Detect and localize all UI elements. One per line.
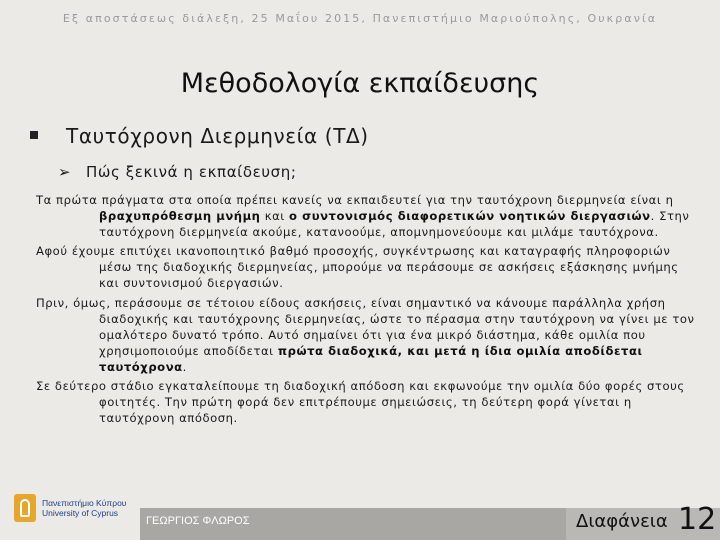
footer-author: ΓΕΩΡΓΙΟΣ ΦΛΩΡΟΣ bbox=[146, 515, 250, 527]
p3-bold: πρώτα διαδοχικά, και μετά η ίδια ομιλία αποδίδεται ταυτόχρονα bbox=[99, 343, 643, 374]
square-bullet-icon bbox=[30, 131, 38, 139]
level2-text: Πώς ξεκινά η εκπαίδευση; bbox=[86, 163, 297, 181]
university-name-english: University of Cyprus bbox=[42, 508, 119, 518]
paragraph-3 bbox=[36, 295, 696, 375]
paragraph-4: Σε δεύτερο στάδιο εγκαταλείπουμε τη διαδοχική απόδοση και εκφωνούμε την ομιλία δύο φορές στους φοιτητές. Την πρώτη φορά δεν επιτρέπουμε σημειώσεις, τη δεύτερη φορά γίνεται η ταυτόχρονη απόδοση. bbox=[36, 379, 685, 426]
p1-text-a: Τα πρώτα πράγματα στα οποία πρέπει κανείς να εκπαιδευτεί για την ταυτόχρονη διερμηνεία είναι η bbox=[36, 193, 674, 207]
university-emblem-icon bbox=[14, 494, 36, 522]
university-name bbox=[42, 498, 126, 518]
slide-title: Μεθοδολογία εκπαίδευσης bbox=[180, 68, 540, 99]
slide-number: 12 bbox=[678, 502, 717, 537]
university-name-greek: Πανεπιστήμιο Κύπρου bbox=[42, 498, 127, 508]
level1-bullet-item bbox=[30, 124, 369, 148]
p3-text-c: . bbox=[182, 359, 187, 374]
slide-label: Διαφάνεια bbox=[576, 511, 668, 532]
slide-body bbox=[36, 192, 696, 429]
level1-text: Ταυτόχρονη Διερμηνεία (ΤΔ) bbox=[66, 124, 369, 148]
arrow-bullet-icon: ➢ bbox=[58, 163, 72, 181]
p1-text-c: και bbox=[260, 209, 290, 224]
p3-text-a: Πριν, όμως, περάσουμε σε τέτοιου είδους ασκήσεις, είναι σημαντικό να κάνουμε παράλληλα χρήση διαδοχικής και ταυτόχρονης διερμηνείας, ώστε το πέρασμα στην ταυτόχρονη να γίνει με τον ομαλότερο δυνατό τρόπο. Αυτό σημαίνει ότι για ένα μικρό διάστημα, κάθε ομιλία που χρησιμοποιούμε αποδίδεται bbox=[36, 295, 695, 358]
lecture-header: Εξ αποστάσεως διάλεξη, 25 Μαΐου 2015, Πανεπιστήμιο Μαριούπολης, Ουκρανία bbox=[62, 12, 658, 25]
p1-bold-1: βραχυπρόθεσμη μνήμη bbox=[99, 209, 261, 224]
paragraph-1 bbox=[36, 192, 696, 240]
level2-bullet-item bbox=[58, 163, 296, 181]
paragraph-2: Αφού έχουμε επιτύχει ικανοποιητικό βαθμό προσοχής, συγκέντρωσης και καταγραφής πληροφοριών μέσω της διαδοχικής διερμηνείας, μπορούμε να περάσουμε σε ασκήσεις εξάσκησης μνήμης και συντονισμού διεργασιών. bbox=[36, 244, 679, 291]
p1-bold-2: ο συντονισμός διαφορετικών νοητικών διεργασιών bbox=[289, 209, 651, 224]
university-logo bbox=[14, 492, 132, 524]
p1-text-d: . Στην ταυτόχρονη διερμηνεία ακούμε, κατανοούμε, απομνημονεύουμε και μιλάμε ταυτόχρονα. bbox=[99, 209, 690, 240]
